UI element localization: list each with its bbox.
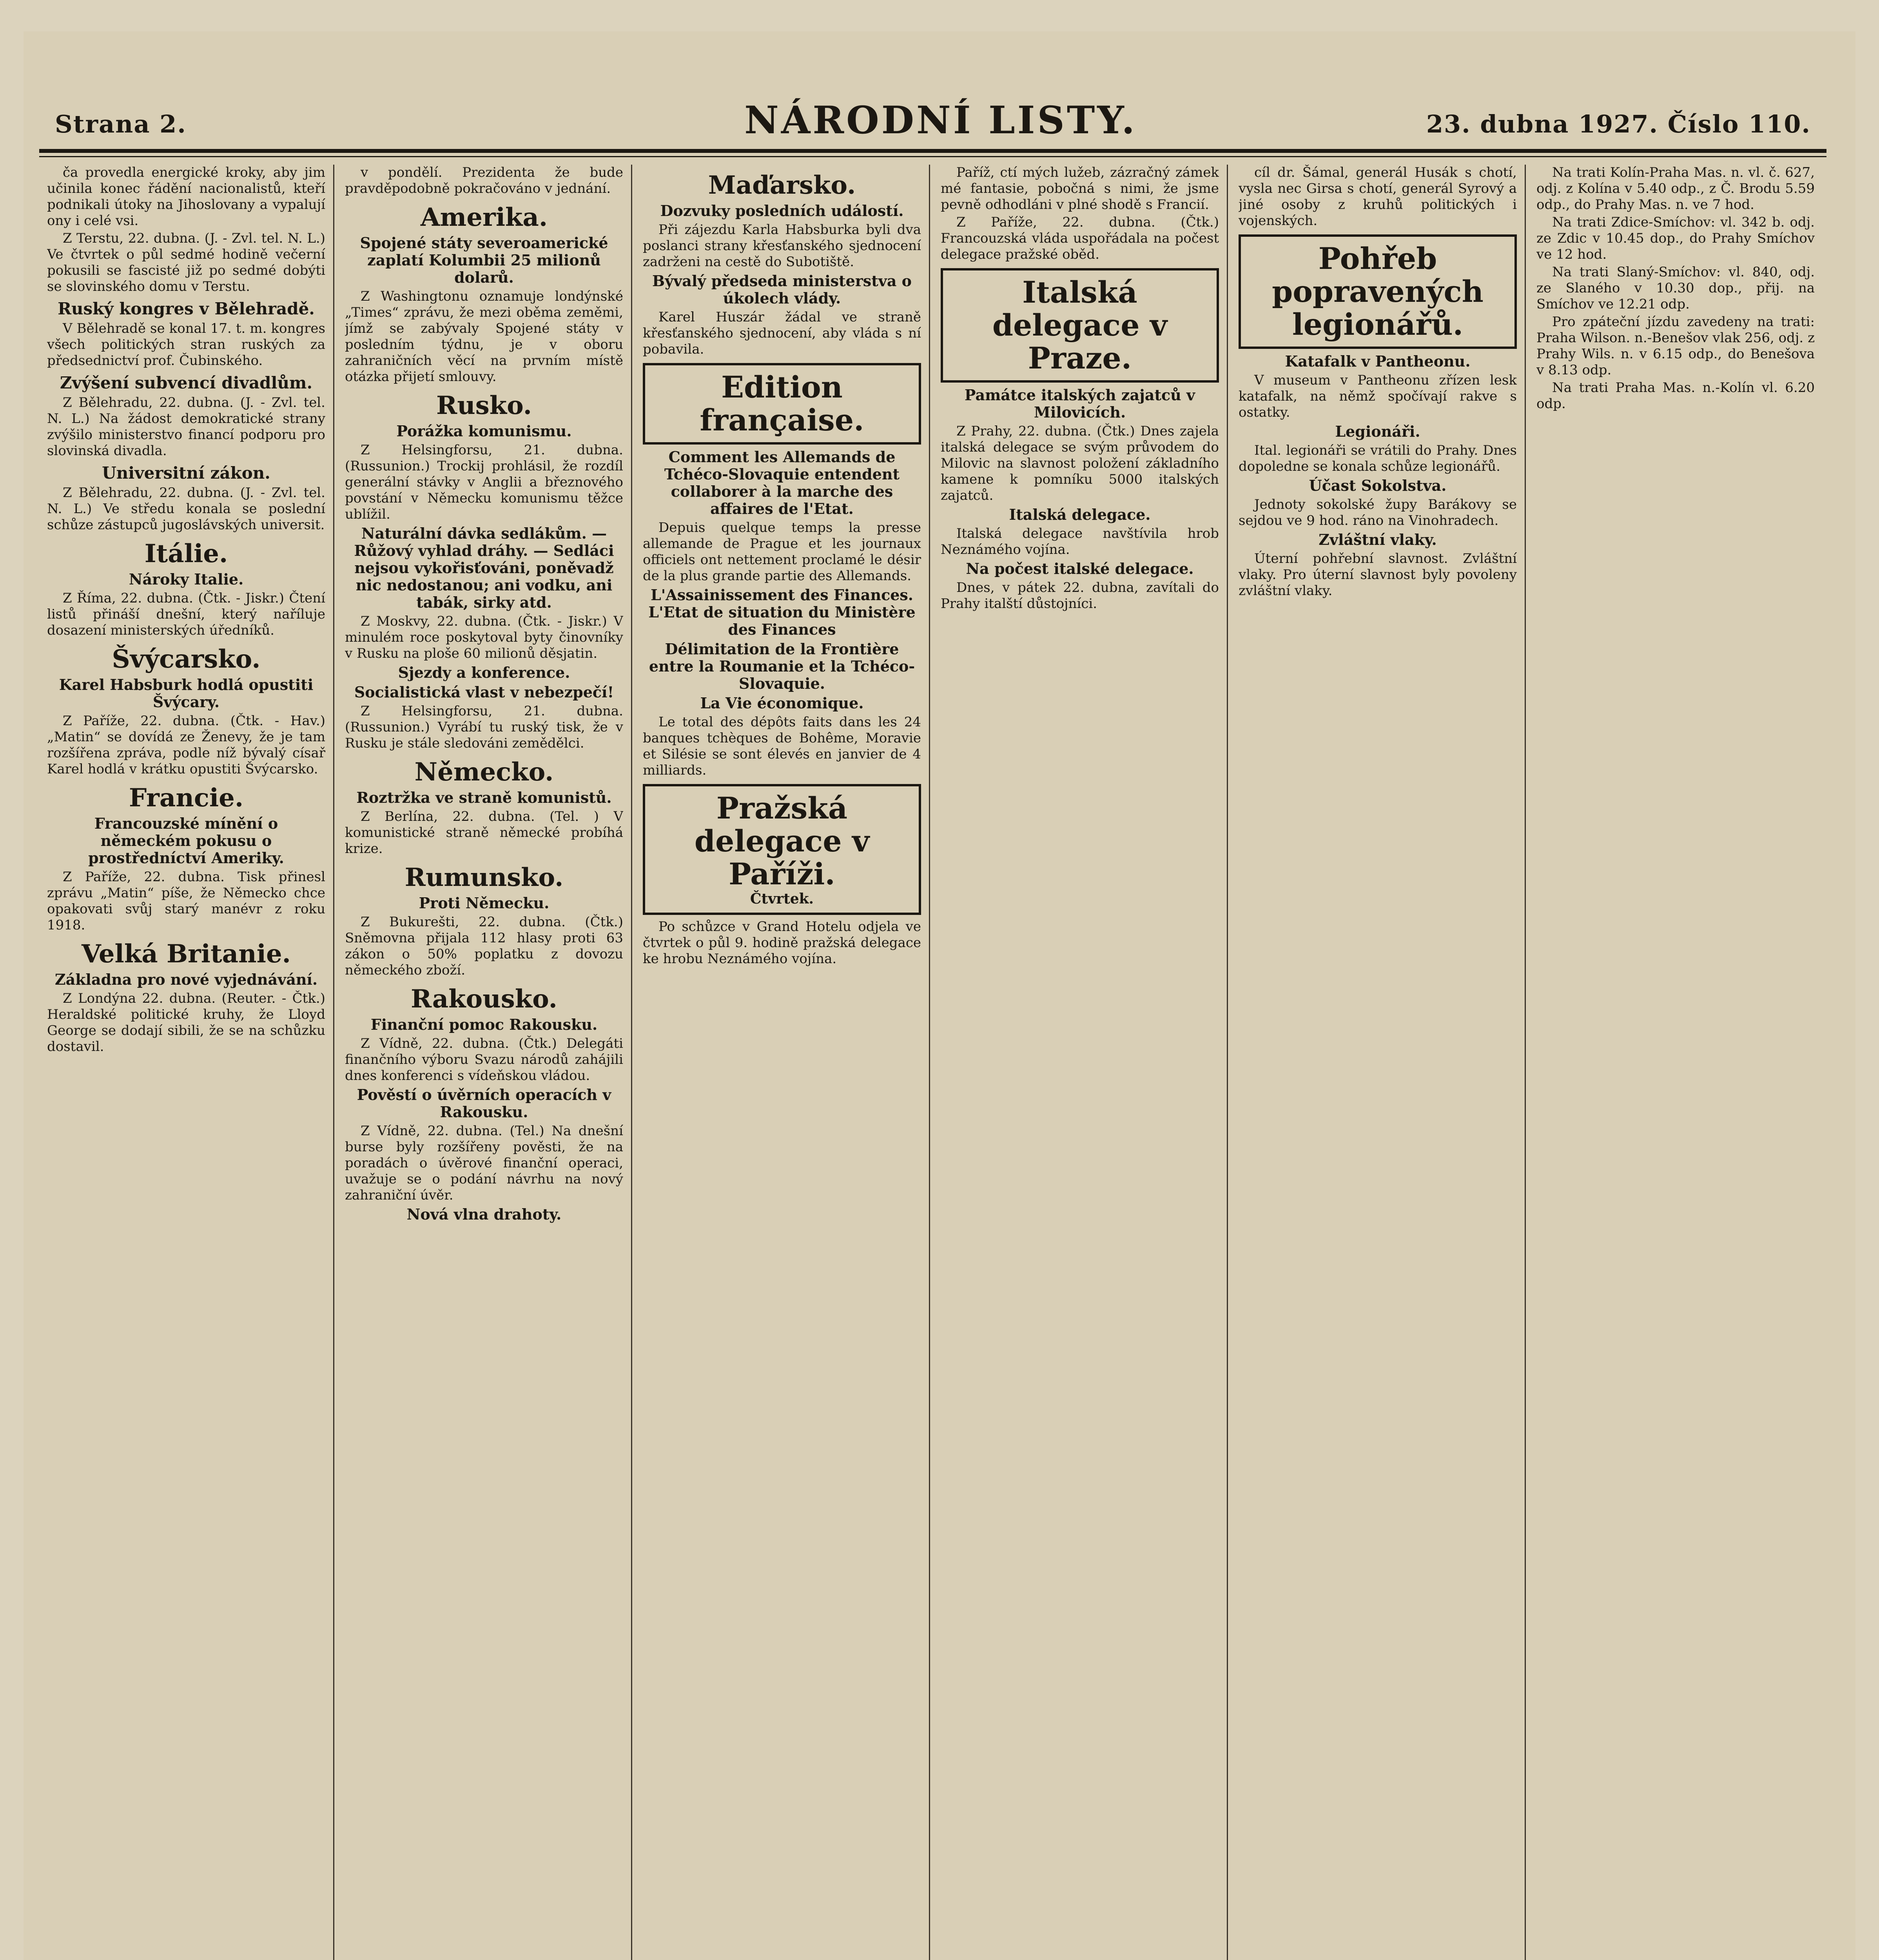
column-separator (1227, 165, 1228, 1960)
article-text: Z Helsingforsu, 21. dubna. (Russunion.) Trockij prohlásil, že rozdíl generální stávky v Anglii a březnového povstání v Německu komunismu těžce ublížil. (345, 442, 623, 522)
article-text: Z Paříže, 22. dubna. Tisk přinesl zprávu „Matin“ píše, že Německo chce opakovati svůj starý manévr z roku 1918. (47, 869, 325, 933)
article-subheading: Socialistická vlast v nebezpečí! (354, 683, 614, 701)
article-text: Z Berlína, 22. dubna. (Tel. ) V komunistické straně německé probíhá krize. (345, 809, 623, 857)
article-subheading: Pověstí o úvěrních operacích v Rakousku. (357, 1086, 611, 1121)
article-text: Karel Huszár žádal ve straně křesťanského sjednocení, aby vláda s ní pobavila. (643, 309, 921, 357)
article-text: Z Říma, 22. dubna. (Čtk. - Jiskr.) Čtení listů přináší dnešní, který naříluje dosazení ministerských úředníků. (47, 590, 325, 638)
article-text: Z Bělehradu, 22. dubna. (J. - Zvl. tel. N. L.) Ve středu konala se poslední schůze zástupců jugoslávských universit. (47, 485, 325, 533)
article-subheading: Porážka komunismu. (396, 422, 572, 440)
article-text: Z Prahy, 22. dubna. (Čtk.) Dnes zajela italská delegace se svým průvodem do Milovic na slavnost položení základního kamene k pomníku 5000 italských zajatců. (941, 423, 1219, 503)
article-subheading: Památce italských zajatců v Milovicích. (964, 386, 1195, 421)
column-1 (47, 165, 325, 1960)
article-subheading: Dozvuky posledních událostí. (660, 202, 904, 220)
article-subheading: Zvláštní vlaky. (1319, 531, 1437, 548)
newspaper-page (24, 31, 1855, 1960)
column-separator (929, 165, 930, 1960)
article-heading: Ruský kongres v Bělehradě. (58, 299, 315, 318)
column-4 (941, 165, 1219, 1960)
article-text: Na trati Zdice-Smíchov: vl. 342 b. odj. ze Zdic v 10.45 dop., do Prahy Smíchov ve 12 hod. (1536, 214, 1815, 262)
article-text: Z Helsingforsu, 21. dubna. (Russunion.) Vyrábí tu ruský tisk, že v Rusku je stále sledováni zemědělci. (345, 703, 623, 751)
prazska-delegace-box (643, 784, 921, 915)
article-subheading: Sjezdy a konference. (398, 664, 570, 681)
article-text: Z Paříže, 22. dubna. (Čtk. - Hav.) „Matin“ se dovídá ze Ženevy, že je tam rozšířena zpráva, podle níž bývalý císař Karel hodlá v krátku opustiti Švýcarsko. (47, 713, 325, 777)
article-subheading: Legionáři. (1335, 423, 1420, 440)
article-text: Na trati Kolín-Praha Mas. n. vl. č. 627, odj. z Kolína v 5.40 odp., z Č. Brodu 5.59 odp., do Prahy Mas. n. ve 7 hod. (1536, 165, 1815, 212)
article-subheading: Italská delegace. (1009, 506, 1151, 523)
article-text: Na trati Slaný-Smíchov: vl. 840, odj. ze Slaného v 10.30 dop., přij. na Smíchov ve 12.21 odp. (1536, 264, 1815, 312)
section-heading: Velká Britanie. (82, 939, 291, 969)
article-subheading: Katafalk v Pantheonu. (1285, 352, 1471, 370)
article-text: Z Moskvy, 22. dubna. (Čtk. - Jiskr.) V minulém roce poskytoval byty činovníky v Rusku na ploše 60 milionů děsjatin. (345, 613, 623, 661)
article-heading: Zvýšení subvencí divadlům. (60, 373, 313, 392)
section-heading: Rumunsko. (404, 863, 564, 892)
article-subheading: Bývalý předseda ministerstva o úkolech vlády. (652, 272, 912, 307)
article-subheading: Základna pro nové vyjednávání. (54, 971, 318, 988)
article-subheading: Délimitation de la Frontière entre la Roumanie et la Tchéco-Slovaquie. (649, 640, 915, 692)
article-text: Z Washingtonu oznamuje londýnské „Times“ zprávu, že mezi oběma zeměmi, jímž se zabývaly Spojené státy v posledním týdnu, je v oboru zahraničních věcí na prvním místě otázka přijetí smlouvy. (345, 289, 623, 385)
article-subheading: Spojené státy severoamerické zaplatí Kolumbii 25 milionů dolarů. (360, 234, 608, 286)
section-heading: Francie. (129, 783, 244, 813)
article-subheading: Nová vlna drahoty. (406, 1205, 562, 1223)
column-separator (631, 165, 632, 1960)
article-text: Dnes, v pátek 22. dubna, zavítali do Prahy italští důstojníci. (941, 580, 1219, 612)
section-heading: Itálie. (144, 539, 228, 568)
header-rule-thin (39, 156, 1826, 157)
box-title: Italská delegace v Praze. (992, 275, 1168, 376)
article-subheading: L'Assainissement des Finances. L'Etat de situation du Ministère des Finances (648, 586, 916, 638)
article-text: cíl dr. Šámal, generál Husák s chotí, vysla nec Girsa s chotí, generál Syrový a jiné osoby z kruhů politických i vojenských. (1239, 165, 1517, 229)
pohreb-box (1239, 234, 1517, 349)
article-subheading: Proti Německu. (419, 894, 550, 912)
column-5 (1239, 165, 1517, 1960)
masthead-title: NÁRODNÍ LISTY. (744, 98, 1137, 142)
article-text: Z Bělehradu, 22. dubna. (J. - Zvl. tel. N. L.) Na žádost demokratické strany zvýšilo ministerstvo financí podporu pro slovinská divadla. (47, 395, 325, 459)
article-subheading: Roztržka ve straně komunistů. (356, 789, 612, 806)
article-subheading: Naturální dávka sedlákům. — Růžový vyhlad dráhy. — Sedláci nejsou vykořisťováni, poněvadž nic nedostanou; ani vodku, ani tabák, sirky atd. (354, 524, 614, 611)
article-text: Italská delegace navštívila hrob Neznámého vojína. (941, 526, 1219, 557)
column-6 (1536, 165, 1815, 1960)
article-text: Depuis quelque temps la presse allemande de Prague et les journaux officiels ont nettement proclamé le désir de la plus grande partie des Allemands. (643, 520, 921, 584)
article-subheading: Na počest italské delegace. (966, 560, 1194, 577)
article-heading: Universitní zákon. (102, 463, 270, 483)
italska-delegace-box (941, 268, 1219, 383)
article-text: Paříž, ctí mých lužeb, zázračný zámek mé fantasie, pobočná s nimi, že jsme pevně odhodláni v plné shodě s Francií. (941, 165, 1219, 212)
article-text: Ital. legionáři se vrátili do Prahy. Dnes dopoledne se konala schůze legionářů. (1239, 443, 1517, 474)
box-subtitle: Čtvrtek. (750, 891, 814, 907)
article-subheading: Finanční pomoc Rakousku. (370, 1016, 598, 1033)
article-text: V Bělehradě se konal 17. t. m. kongres všech politických stran ruských za předsednictví prof. Čubinského. (47, 321, 325, 368)
article-text: Z Vídně, 22. dubna. (Čtk.) Delegáti finančního výboru Svazu národů zahájili dnes konferenci s vídeňskou vládou. (345, 1036, 623, 1083)
article-text: Na trati Praha Mas. n.-Kolín vl. 6.20 odp. (1536, 380, 1815, 412)
section-heading: Rakousko. (411, 984, 557, 1014)
article-text: V museum v Pantheonu zřízen lesk katafalk, na němž spočívají rakve s ostatky. (1239, 372, 1517, 420)
header-rule (39, 149, 1826, 153)
article-text: v pondělí. Prezidenta že bude pravděpodobně pokračováno v jednání. (345, 165, 623, 196)
box-title: Pražská delegace v Paříži. (694, 791, 870, 891)
box-title: Pohřeb popravených legionářů. (1272, 241, 1484, 342)
page-number: Strana 2. (55, 110, 187, 138)
column-3 (643, 165, 921, 1960)
article-text: Pro zpáteční jízdu zavedeny na trati: Praha Wilson. n.-Benešov vlak 256, odj. z Prahy Wils. n. v 6.15 odp., do Benešova v 8.13 odp. (1536, 314, 1815, 378)
column-separator (1525, 165, 1526, 1960)
article-text: Z Vídně, 22. dubna. (Tel.) Na dnešní burse byly rozšířeny pověsti, že na poradách o úvěrové finanční operaci, uvažuje se o podání návrhu na nový zahraniční úvěr. (345, 1123, 623, 1203)
article-text: ča provedla energické kroky, aby jim učinila konec řádění nacionalistů, kteří podnikali útoky na Jihoslovany a vypalují ony i celé vsi. (47, 165, 325, 229)
section-heading: Maďarsko. (708, 171, 856, 200)
column-separator (333, 165, 334, 1960)
article-text: Jednoty sokolské župy Barákovy se sejdou ve 9 hod. ráno na Vinohradech. (1239, 497, 1517, 528)
section-heading: Rusko. (436, 391, 532, 420)
article-subheading: Comment les Allemands de Tchéco-Slovaquie entendent collaborer à la marche des affaires de l'Etat. (664, 448, 900, 517)
section-heading: Švýcarsko. (112, 644, 261, 674)
article-subheading: Karel Habsburk hodlá opustiti Švýcary. (59, 676, 314, 711)
box-title: Edition française. (700, 370, 864, 437)
article-text: Z Terstu, 22. dubna. (J. - Zvl. tel. N. L.) Ve čtvrtek o půl sedmé hodině večerní pokusili se fascisté již po sedmé dobýti se slovinského domu v Terstu. (47, 230, 325, 294)
article-text: Z Paříže, 22. dubna. (Čtk.) Francouzská vláda uspořádala na počest delegace pražské oběd. (941, 214, 1219, 262)
article-text: Z Bukurešti, 22. dubna. (Čtk.) Sněmovna přijala 112 hlasy proti 63 zákon o 50% poplatku z dovozu německého zboží. (345, 914, 623, 978)
article-text: Le total des dépôts faits dans les 24 banques tchèques de Bohême, Moravie et Silésie se sont élevés en janvier de 4 milliards. (643, 714, 921, 778)
issue-date: 23. dubna 1927. Číslo 110. (1426, 110, 1811, 138)
article-text: Při zájezdu Karla Habsburka byli dva poslanci strany křesťanského sjednocení zadrženi na cestě do Subotiště. (643, 222, 921, 270)
page-header (39, 94, 1826, 141)
article-text: Úterní pohřební slavnost. Zvláštní vlaky. Pro úterní slavnost byly povoleny zvláštní vlaky. (1239, 551, 1517, 599)
column-2 (345, 165, 623, 1960)
article-subheading: La Vie économique. (700, 694, 864, 712)
section-heading: Německo. (414, 757, 554, 787)
article-subheading: Účast Sokolstva. (1309, 477, 1447, 494)
article-text: Z Londýna 22. dubna. (Reuter. - Čtk.) Heraldské politické kruhy, že Lloyd George se dodají sibili, že se na schůzku dostavil. (47, 991, 325, 1054)
article-subheading: Nároky Italie. (129, 570, 244, 588)
article-subheading: Francouzské mínění o německém pokusu o prostředníctví Ameriky. (88, 815, 284, 867)
section-heading: Amerika. (420, 203, 548, 232)
article-text: Po schůzce v Grand Hotelu odjela ve čtvrtek o půl 9. hodině pražská delegace ke hrobu Neznámého vojína. (643, 919, 921, 967)
edition-francaise-box (643, 363, 921, 445)
